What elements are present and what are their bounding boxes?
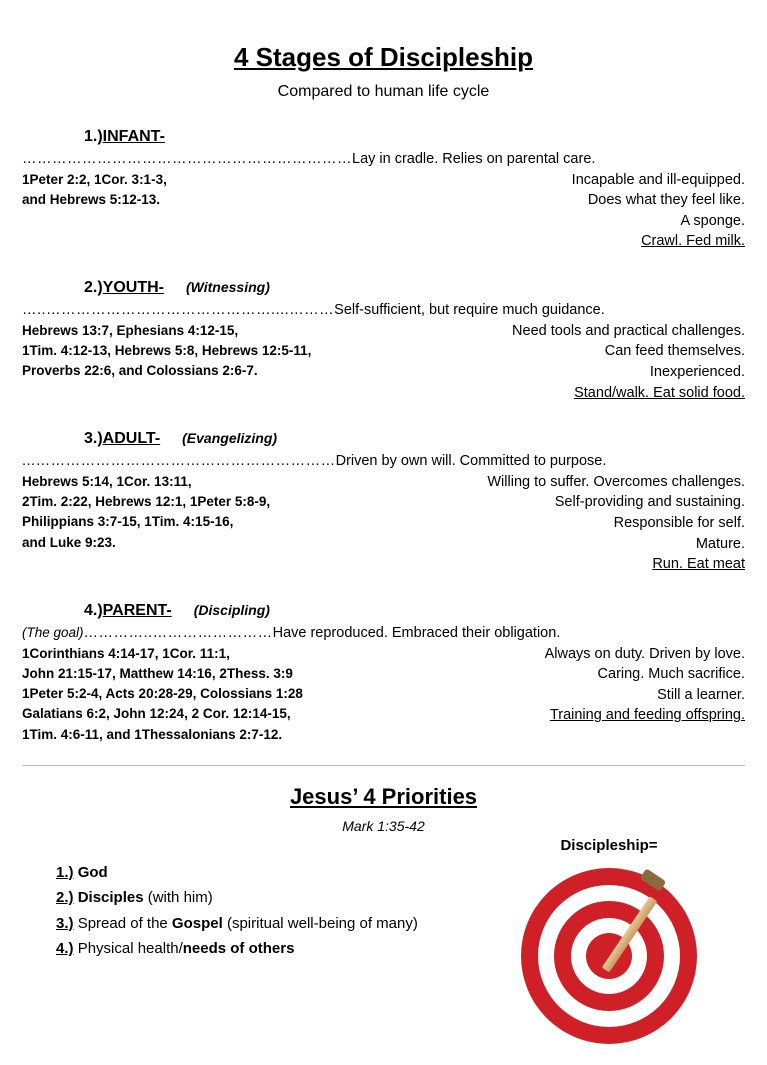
discipleship-graphic — [509, 837, 709, 1044]
stage-lead-text: Lay in cradle. Relies on parental care. — [352, 151, 596, 168]
stage-descriptions — [512, 321, 745, 403]
reference-line: 2Tim. 2:22, Hebrews 12:1, 1Peter 5:8-9, — [22, 494, 271, 510]
priority-rest: (spiritual well-being of many) — [222, 914, 418, 932]
stage-lead-line — [22, 150, 745, 170]
priority-rest: (with him) — [143, 889, 213, 907]
stage-references — [22, 644, 303, 745]
priority-number: 3.) — [56, 914, 74, 932]
stage-parent — [22, 601, 745, 745]
description-summary: Run. Eat meat — [652, 556, 745, 573]
stage-lead-text: Self-sufficient, but require much guidance. — [334, 302, 605, 319]
stage-adult — [22, 429, 745, 575]
stage-name: ADULT- — [102, 430, 161, 448]
reference-line: Philippians 3:7-15, 1Tim. 4:15-16, — [22, 514, 234, 530]
stage-role: (Witnessing) — [186, 279, 270, 296]
description-line: A sponge. — [680, 212, 745, 229]
stage-number: 1.) — [84, 128, 103, 145]
dot-leader: ...…………………………………………………… — [22, 453, 336, 470]
description-summary: Crawl. Fed milk. — [641, 233, 745, 250]
reference-line: and Luke 9:23. — [22, 534, 116, 550]
stage-descriptions — [572, 170, 745, 252]
stage-role: (Discipling) — [193, 601, 270, 618]
stage-heading — [22, 278, 745, 297]
reference-line: 1Peter 5:2-4, Acts 20:28-29, Colossians 1:28 — [22, 686, 303, 702]
stage-descriptions — [545, 644, 745, 726]
stage-heading — [22, 429, 745, 448]
description-line: Can feed themselves. — [604, 343, 745, 360]
description-line: Need tools and practical challenges. — [512, 322, 745, 339]
reference-line: and Hebrews 5:12-13. — [22, 192, 161, 207]
reference-line: Hebrews 13:7, Ephesians 4:12-15, — [22, 322, 239, 338]
description-line: Always on duty. Driven by love. — [544, 645, 745, 662]
description-line: Does what they feel like. — [587, 192, 745, 209]
reference-line: Hebrews 5:14, 1Cor. 13:11, — [22, 473, 192, 489]
stage-youth — [22, 278, 745, 403]
stage-number: 4.) — [84, 601, 103, 619]
description-line: Mature. — [695, 535, 745, 552]
description-line: Self-providing and sustaining. — [554, 494, 745, 511]
dot-leader: …..………………………………………....……… — [22, 302, 335, 319]
target-icon — [521, 868, 697, 1044]
description-summary: Stand/walk. Eat solid food. — [574, 384, 745, 401]
stage-descriptions — [487, 472, 745, 575]
description-line: Responsible for self. — [613, 515, 745, 532]
priority-number: 1.) — [56, 863, 74, 881]
priority-number: 4.) — [56, 940, 74, 958]
description-line: Incapable and ill-equipped. — [571, 171, 745, 188]
priority-pre: Spread of the — [77, 914, 172, 932]
reference-line: 1Tim. 4:12-13, Hebrews 5:8, Hebrews 12:5-11, — [22, 343, 312, 359]
reference-line: Proverbs 22:6, and Colossians 2:6-7. — [22, 363, 258, 379]
priority-bold: needs of others — [182, 940, 295, 958]
reference-line: Galatians 6:2, John 12:24, 2 Cor. 12:14-15, — [22, 706, 291, 722]
stage-lead-line — [22, 301, 745, 321]
stage-heading — [22, 601, 745, 620]
document-page — [0, 42, 767, 1065]
goal-note: (The goal) — [22, 624, 84, 640]
stage-number: 2.) — [84, 279, 103, 297]
stage-references — [22, 170, 167, 211]
stage-lead-text: Have reproduced. Embraced their obligation. — [272, 624, 561, 641]
stage-lead-line — [22, 624, 745, 644]
description-line: Willing to suffer. Overcomes challenges. — [487, 473, 745, 490]
section-divider — [22, 765, 745, 766]
stage-name: INFANT- — [102, 128, 165, 145]
stage-heading — [22, 127, 745, 146]
stage-lead-text: Driven by own will. Committed to purpose. — [335, 453, 607, 470]
page-subtitle: Compared to human life cycle — [277, 83, 490, 100]
stage-role: (Evangelizing) — [182, 430, 278, 447]
stage-references — [22, 321, 311, 382]
reference-line: 1Corinthians 4:14-17, 1Cor. 11:1, — [22, 645, 230, 661]
stage-references — [22, 472, 270, 553]
priority-bold: Disciples — [77, 889, 144, 907]
stage-name: PARENT- — [102, 601, 172, 619]
priority-number: 2.) — [56, 889, 74, 907]
description-line: Still a learner. — [657, 686, 745, 703]
priority-pre: Physical health/ — [77, 940, 183, 958]
reference-line: 1Peter 2:2, 1Cor. 3:1-3, — [22, 171, 167, 187]
dot-leader: ………………………………………………………… — [22, 151, 352, 168]
reference-line: John 21:15-17, Matthew 14:16, 2Thess. 3:9 — [22, 665, 293, 681]
priorities-title: Jesus’ 4 Priorities — [289, 783, 478, 809]
description-summary: Training and feeding offspring. — [549, 707, 745, 724]
stage-name: YOUTH- — [102, 279, 164, 297]
stage-number: 3.) — [84, 430, 103, 448]
stage-lead-line — [22, 452, 745, 472]
priority-bold: God — [77, 863, 108, 881]
dot-leader: …………..…………………… — [83, 624, 273, 641]
graphic-label: Discipleship= — [560, 837, 658, 854]
page-title: 4 Stages of Discipleship — [233, 42, 534, 72]
priority-bold: Gospel — [171, 914, 223, 932]
reference-line: 1Tim. 4:6-11, and 1Thessalonians 2:7-12. — [22, 726, 283, 742]
description-line: Inexperienced. — [649, 363, 745, 380]
description-line: Caring. Much sacrifice. — [597, 666, 745, 683]
stage-infant — [22, 127, 745, 252]
priorities-reference: Mark 1:35-42 — [342, 817, 425, 834]
